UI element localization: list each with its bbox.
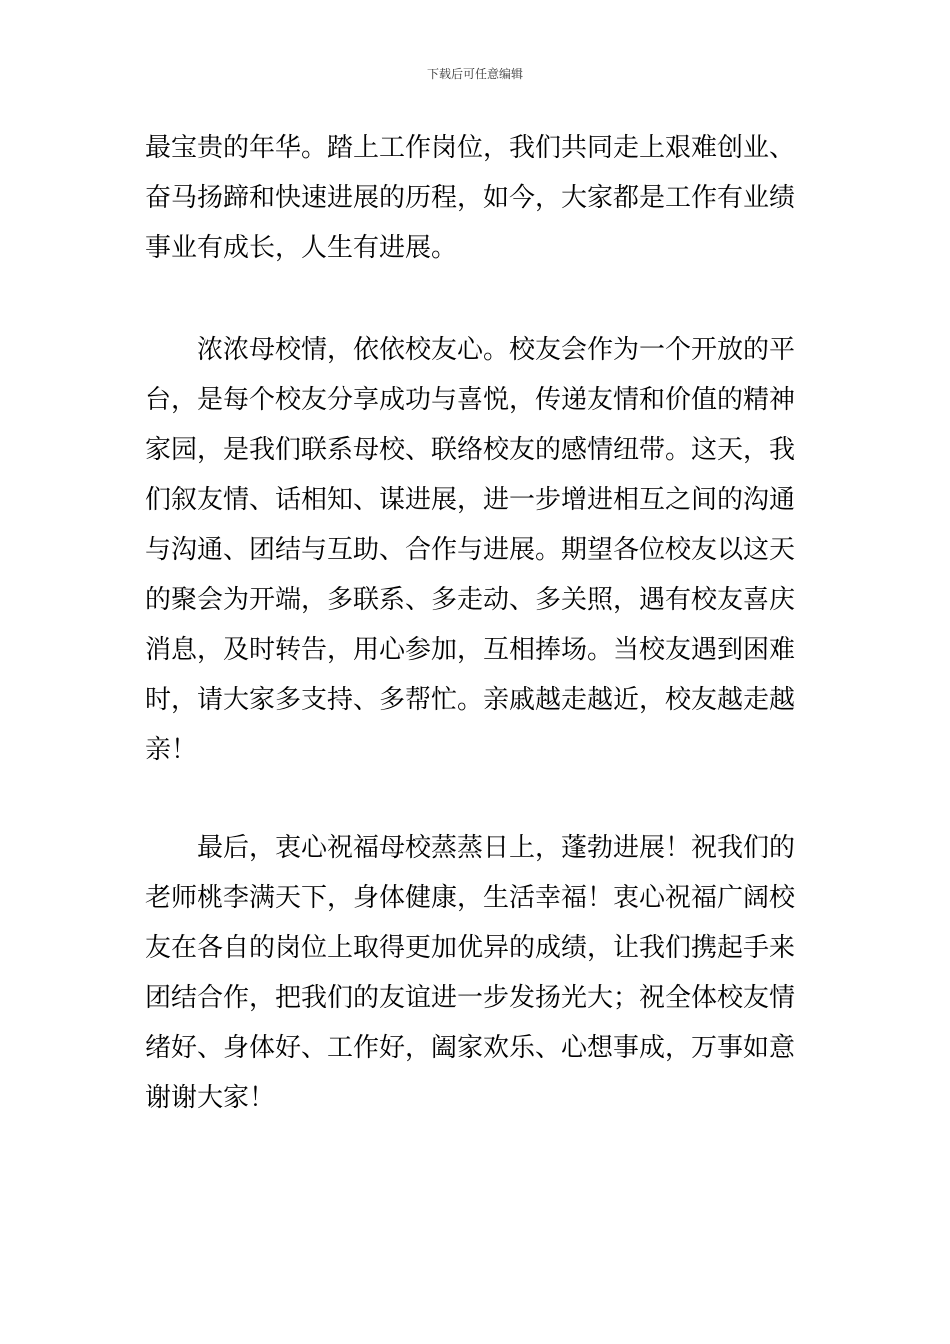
paragraph-3-line-4: 团结合作，把我们的友谊进一步发扬光大；祝全体校友情 xyxy=(145,983,796,1013)
paragraph-1-line-3: 事业有成长，人生有进展。 xyxy=(145,233,458,263)
paragraph-2-line-6: 的聚会为开端，多联系、多走动、多关照，遇有校友喜庆 xyxy=(145,585,796,615)
paragraph-3-line-2: 老师桃李满天下，身体健康，生活幸福！衷心祝福广阔校 xyxy=(145,883,796,913)
paragraph-1-line-1: 最宝贵的年华。踏上工作岗位，我们共同走上艰难创业、 xyxy=(145,133,796,163)
page-header: 下载后可任意编辑 xyxy=(426,67,523,81)
paragraph-2-line-5: 与沟通、团结与互助、合作与进展。期望各位校友以这天 xyxy=(145,535,796,565)
paragraph-3-line-6: 谢谢大家！ xyxy=(145,1083,276,1113)
paragraph-2-line-2: 台，是每个校友分享成功与喜悦，传递友情和价值的精神 xyxy=(145,385,796,415)
paragraph-3-line-3: 友在各自的岗位上取得更加优异的成绩，让我们携起手来 xyxy=(145,933,796,963)
paragraph-2-line-9: 亲！ xyxy=(145,735,198,765)
paragraph-2-line-8: 时，请大家多支持、多帮忙。亲戚越走越近，校友越走越 xyxy=(145,685,796,715)
paragraph-2-line-3: 家园，是我们联系母校、联络校友的感情纽带。这天，我 xyxy=(145,435,796,465)
paragraph-3-line-5: 绪好、身体好、工作好，阖家欢乐、心想事成，万事如意 xyxy=(145,1033,796,1063)
paragraph-2-line-4: 们叙友情、话相知、谋进展，进一步增进相互之间的沟通 xyxy=(145,485,796,515)
paragraph-1-line-2: 奋马扬蹄和快速进展的历程，如今，大家都是工作有业绩 xyxy=(145,183,796,213)
paragraph-2-line-7: 消息，及时转告，用心参加，互相捧场。当校友遇到困难 xyxy=(145,635,796,665)
paragraph-2-line-1: 浓浓母校情，依依校友心。校友会作为一个开放的平 xyxy=(145,335,796,365)
paragraph-3-line-1: 最后，衷心祝福母校蒸蒸日上，蓬勃进展！祝我们的 xyxy=(145,833,796,863)
